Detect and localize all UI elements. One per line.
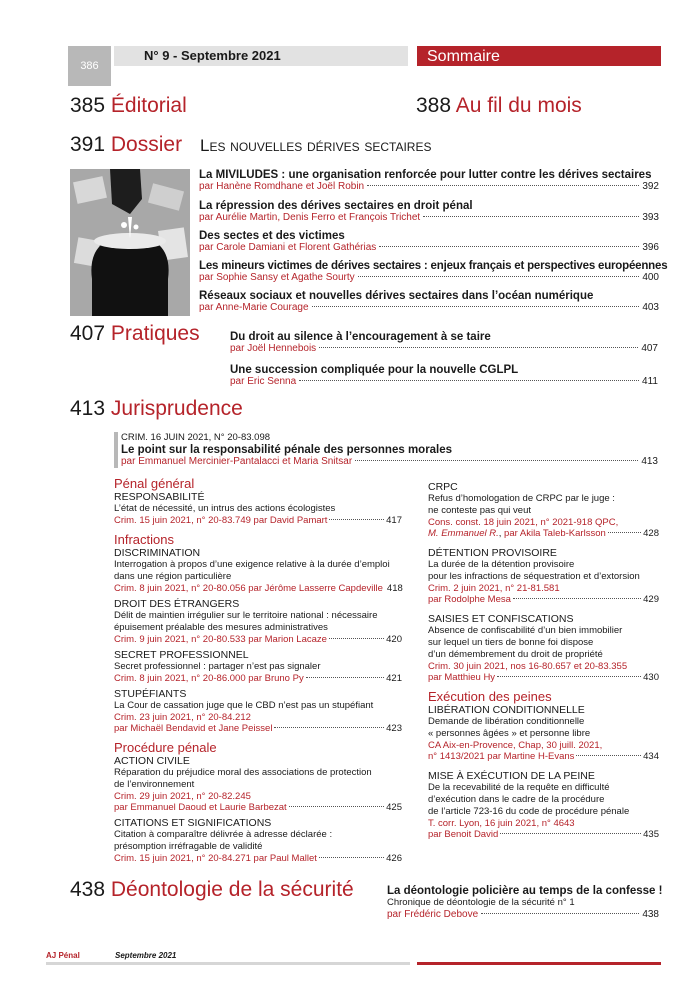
leader-dots bbox=[274, 727, 384, 728]
category-procedure: Procédure pénale bbox=[114, 740, 217, 755]
case-desc: Interrogation à propos d’une exigence relative à la durée d’emploi bbox=[114, 559, 390, 570]
case-ref: Crim. 15 juin 2021, n° 20-83.749 bbox=[114, 515, 251, 526]
article-page: 438 bbox=[642, 909, 659, 920]
case-entry[interactable] bbox=[428, 547, 659, 605]
article-title: La déontologie policière au temps de la confesse ! bbox=[387, 885, 663, 897]
dossier-article-list bbox=[199, 169, 668, 320]
case-page: 430 bbox=[643, 672, 659, 683]
footer-date: Septembre 2021 bbox=[115, 951, 177, 960]
deontologie-article[interactable] bbox=[387, 885, 663, 920]
leader-dots bbox=[329, 519, 384, 520]
lead-page: 413 bbox=[641, 456, 658, 467]
illustration-art bbox=[70, 169, 190, 316]
article-page: 403 bbox=[642, 302, 659, 313]
case-author-line: M. Emmanuel R. , par Akila Taleb-Karlsson 428 bbox=[428, 528, 659, 539]
case-author: par Jérôme Lasserre Capdeville bbox=[248, 583, 383, 594]
au-fil-heading[interactable] bbox=[416, 94, 582, 118]
case-entry[interactable] bbox=[428, 770, 659, 840]
article-title: La MIVILUDES : une organisation renforcée pour lutter contre les dérives sectaires bbox=[199, 169, 652, 181]
case-topic: DISCRIMINATION bbox=[114, 547, 201, 559]
jurisprudence-left-column bbox=[114, 476, 402, 864]
case-page: 417 bbox=[386, 515, 402, 526]
pratiques-page: 407 bbox=[70, 322, 106, 345]
case-entry[interactable] bbox=[114, 491, 402, 526]
pratiques-article[interactable] bbox=[230, 331, 658, 364]
article-leader bbox=[199, 181, 659, 192]
case-ref: Crim. 15 juin 2021, n° 20-84.271 bbox=[114, 853, 251, 864]
case-topic: SAISIES ET CONFISCATIONS bbox=[428, 613, 574, 625]
case-page: 423 bbox=[386, 723, 402, 734]
case-entry[interactable] bbox=[114, 817, 402, 864]
case-topic: CITATIONS ET SIGNIFICATIONS bbox=[114, 817, 272, 829]
case-ref-line bbox=[114, 673, 402, 684]
case-page: 428 bbox=[643, 528, 659, 539]
au-fil-page: 388 bbox=[416, 94, 452, 117]
case-desc: de l’environnement bbox=[114, 779, 195, 790]
case-entry[interactable] bbox=[114, 649, 402, 684]
case-entry[interactable] bbox=[114, 755, 402, 813]
case-ref-line bbox=[428, 740, 659, 751]
dossier-illustration bbox=[70, 169, 190, 316]
case-topic: DROIT DES ÉTRANGERS bbox=[114, 598, 240, 610]
case-desc: sur lequel un tiers de bonne foi dispose bbox=[428, 637, 594, 648]
lead-authors: par Emmanuel Mercinier-Pantalacci et Maria Snitsar bbox=[121, 456, 353, 467]
dossier-title: Dossier bbox=[110, 133, 183, 156]
article-title: Réseaux sociaux et nouvelles dérives sectaires dans l’océan numérique bbox=[199, 290, 594, 302]
case-author: par Benoit David bbox=[428, 829, 499, 840]
case-entry[interactable] bbox=[428, 613, 659, 683]
article-authors: par Eric Senna bbox=[230, 376, 297, 387]
case-desc: La Cour de cassation juge que le CBD n’est pas un stupéfiant bbox=[114, 700, 374, 711]
dossier-article[interactable] bbox=[199, 169, 659, 200]
case-page: 426 bbox=[386, 853, 402, 864]
case-entry[interactable] bbox=[114, 688, 402, 734]
case-author: par David Pamart bbox=[253, 515, 328, 526]
pratiques-article-list bbox=[230, 331, 658, 394]
case-desc: « personnes âgées » et personne libre bbox=[428, 728, 591, 739]
case-desc: Réparation du préjudice moral des associations de protection bbox=[114, 767, 372, 778]
article-leader bbox=[199, 212, 659, 223]
case-author-line bbox=[114, 723, 402, 734]
dossier-article[interactable] bbox=[199, 260, 668, 290]
case-ref-line bbox=[114, 583, 402, 594]
article-authors: par Carole Damiani et Florent Gathérias bbox=[199, 242, 377, 253]
article-title: Les mineurs victimes de dérives sectaires : enjeux français et perspectives européennes bbox=[199, 260, 668, 272]
case-ref-line bbox=[428, 517, 659, 528]
case-desc: La durée de la détention provisoire bbox=[428, 559, 575, 570]
article-leader bbox=[199, 242, 659, 253]
leader-dots bbox=[306, 677, 384, 678]
case-author: par Paul Mallet bbox=[253, 853, 317, 864]
article-authors: par Frédéric Debove bbox=[387, 909, 479, 920]
case-author-line bbox=[114, 802, 402, 813]
section-banner: Sommaire bbox=[417, 46, 661, 66]
case-ref: Crim. 29 juin 2021, n° 20-82.245 bbox=[114, 791, 251, 802]
article-authors: par Hanène Romdhane et Joël Robin bbox=[199, 181, 365, 192]
article-page: 407 bbox=[641, 343, 658, 354]
case-author: par Emmanuel Daoud et Laurie Barbezat bbox=[114, 802, 287, 813]
case-ref: Crim. 30 juin 2021, nos 16-80.657 et 20-83.355 bbox=[428, 661, 628, 672]
case-author: par Martine H-Evans bbox=[487, 751, 575, 762]
case-ref: CA Aix-en-Provence, Chap, 30 juill. 2021, bbox=[428, 740, 603, 751]
case-ref-party: M. Emmanuel R. bbox=[428, 528, 499, 539]
case-page: 420 bbox=[386, 634, 402, 645]
dossier-heading[interactable] bbox=[70, 133, 182, 157]
article-leader bbox=[387, 909, 659, 920]
editorial-page: 385 bbox=[70, 94, 106, 117]
category-execution: Exécution des peines bbox=[428, 689, 552, 704]
article-authors: par Joël Hennebois bbox=[230, 343, 317, 354]
article-leader bbox=[199, 272, 659, 283]
leader-dots bbox=[513, 598, 641, 599]
jurisprudence-lead[interactable] bbox=[121, 432, 658, 467]
case-ref-line bbox=[114, 712, 402, 723]
case-ref-line bbox=[428, 818, 659, 829]
footer-journal: AJ Pénal bbox=[46, 951, 80, 960]
case-ref-line bbox=[114, 853, 402, 864]
case-page: 434 bbox=[643, 751, 659, 762]
case-ref-line bbox=[114, 791, 402, 802]
case-desc: Demande de libération conditionnelle bbox=[428, 716, 585, 727]
deontologie-page: 438 bbox=[70, 878, 106, 901]
lead-title: Le point sur la responsabilité pénale des personnes morales bbox=[121, 444, 453, 456]
footer-rule-grey bbox=[46, 962, 410, 965]
case-topic: RESPONSABILITÉ bbox=[114, 491, 205, 503]
case-author: par Rodolphe Mesa bbox=[428, 594, 511, 605]
case-topic: CRPC bbox=[428, 481, 458, 493]
case-ref: Crim. 2 juin 2021, n° 21-81.581 bbox=[428, 583, 560, 594]
case-desc: L’état de nécessité, un intrus des actions écologistes bbox=[114, 503, 336, 514]
article-authors: par Aurélie Martin, Denis Ferro et François Trichet bbox=[199, 212, 421, 223]
leader-dots bbox=[355, 460, 638, 461]
case-desc: épuisement préalable des mesures administratives bbox=[114, 622, 328, 633]
case-entry[interactable] bbox=[114, 547, 402, 594]
case-author-line bbox=[428, 829, 659, 840]
article-page: 411 bbox=[642, 376, 658, 387]
editorial-heading[interactable] bbox=[70, 94, 187, 118]
case-ref-line bbox=[114, 634, 402, 645]
category-penal-general: Pénal général bbox=[114, 476, 195, 491]
article-authors: par Sophie Sansy et Agathe Sourty bbox=[199, 272, 355, 283]
leader-dots bbox=[329, 638, 384, 639]
case-entry[interactable] bbox=[114, 598, 402, 645]
editorial-title: Éditorial bbox=[110, 94, 187, 117]
case-ref: Crim. 8 juin 2021, n° 20-86.000 bbox=[114, 673, 246, 684]
lead-marker-bar bbox=[114, 432, 118, 468]
article-page: 392 bbox=[642, 181, 659, 192]
case-desc: Secret professionnel : partager n’est pas signaler bbox=[114, 661, 321, 672]
case-topic: MISE À EXÉCUTION DE LA PEINE bbox=[428, 770, 595, 782]
article-page: 393 bbox=[642, 212, 659, 223]
leader-dots bbox=[608, 532, 641, 533]
dossier-subtitle: Les nouvelles dérives sectaires bbox=[200, 136, 432, 155]
case-ref: Crim. 8 juin 2021, n° 20-80.056 bbox=[114, 583, 246, 594]
leader-dots bbox=[358, 276, 640, 277]
leader-dots bbox=[319, 347, 638, 348]
article-page: 400 bbox=[642, 272, 659, 283]
pratiques-article[interactable] bbox=[230, 364, 658, 394]
dossier-article[interactable] bbox=[199, 290, 659, 320]
case-desc: d’un démembrement du droit de propriété bbox=[428, 649, 603, 660]
jurisprudence-right-column bbox=[428, 481, 659, 840]
leader-dots bbox=[497, 676, 641, 677]
case-ref-line bbox=[428, 661, 659, 672]
case-ref-line bbox=[114, 515, 402, 526]
leader-dots bbox=[576, 755, 641, 756]
case-entry[interactable] bbox=[428, 704, 659, 762]
case-desc: ne conteste pas qui veut bbox=[428, 505, 531, 516]
article-title: Une succession compliquée pour la nouvelle CGLPL bbox=[230, 364, 519, 376]
dossier-page: 391 bbox=[70, 133, 106, 156]
case-desc: dans une région particulière bbox=[114, 571, 232, 582]
case-desc: pour les infractions de séquestration et d’extorsion bbox=[428, 571, 640, 582]
case-ref: Crim. 23 juin 2021, n° 20-84.212 bbox=[114, 712, 251, 723]
case-desc: d’exécution dans le cadre de la procédure bbox=[428, 794, 605, 805]
deontologie-heading[interactable] bbox=[70, 878, 354, 902]
case-desc: Délit de maintien irrégulier sur le territoire national : nécessaire bbox=[114, 610, 378, 621]
leader-dots bbox=[423, 216, 639, 217]
case-ref: T. corr. Lyon, 16 juin 2021, n° 4643 bbox=[428, 818, 575, 829]
au-fil-title: Au fil du mois bbox=[455, 94, 582, 117]
case-ref-line bbox=[428, 583, 659, 594]
deontologie-title: Déontologie de la sécurité bbox=[110, 878, 354, 901]
case-topic: STUPÉFIANTS bbox=[114, 688, 187, 700]
leader-dots bbox=[299, 380, 639, 381]
article-page: 396 bbox=[642, 242, 659, 253]
leader-dots bbox=[319, 857, 384, 858]
article-title: Du droit au silence à l’encouragement à se taire bbox=[230, 331, 491, 343]
case-author: par Marion Lacaze bbox=[248, 634, 327, 645]
issue-banner: N° 9 - Septembre 2021 bbox=[114, 46, 408, 66]
leader-dots bbox=[500, 833, 641, 834]
case-desc: Absence de confiscabilité d’un bien immobilier bbox=[428, 625, 623, 636]
article-leader bbox=[230, 376, 658, 387]
case-desc: présomption irréfragable de validité bbox=[114, 841, 263, 852]
leader-dots bbox=[379, 246, 639, 247]
lead-leader bbox=[121, 456, 658, 467]
article-authors: par Anne-Marie Courage bbox=[199, 302, 309, 313]
case-page: 429 bbox=[643, 594, 659, 605]
case-ref: Crim. 9 juin 2021, n° 20-80.533 bbox=[114, 634, 246, 645]
case-topic: LIBÉRATION CONDITIONNELLE bbox=[428, 704, 585, 716]
case-page: 418 bbox=[386, 583, 403, 594]
leader-dots bbox=[312, 306, 640, 307]
footer-rule-red bbox=[417, 962, 661, 965]
case-author-line bbox=[428, 594, 659, 605]
case-topic: DÉTENTION PROVISOIRE bbox=[428, 547, 557, 559]
pratiques-heading[interactable] bbox=[70, 322, 200, 346]
page-number: 386 bbox=[68, 46, 111, 86]
category-infractions: Infractions bbox=[114, 532, 174, 547]
case-page: 425 bbox=[386, 802, 402, 813]
article-subtitle: Chronique de déontologie de la sécurité n° 1 bbox=[387, 897, 575, 908]
lead-ref: CRIM. 16 JUIN 2021, N° 20-83.098 bbox=[121, 432, 271, 443]
case-desc: Citation à comparaître délivrée à adresse déclarée : bbox=[114, 829, 333, 840]
case-topic: ACTION CIVILE bbox=[114, 755, 190, 767]
jurisprudence-title: Jurisprudence bbox=[110, 397, 243, 420]
case-ref-number: n° 1413/2021 bbox=[428, 751, 485, 762]
article-title: Des sectes et des victimes bbox=[199, 230, 345, 242]
case-author-line bbox=[428, 672, 659, 683]
article-leader bbox=[199, 302, 659, 313]
case-author: par Akila Taleb-Karlsson bbox=[504, 528, 606, 539]
case-ref: Cons. const. 18 juin 2021, n° 2021-918 QPC, bbox=[428, 517, 619, 528]
case-entry[interactable] bbox=[428, 481, 659, 539]
case-author: par Matthieu Hy bbox=[428, 672, 496, 683]
case-desc: Refus d’homologation de CRPC par le juge : bbox=[428, 493, 615, 504]
article-leader bbox=[230, 343, 658, 354]
case-author-line bbox=[428, 751, 659, 762]
leader-dots bbox=[367, 185, 639, 186]
case-page: 421 bbox=[386, 673, 402, 684]
leader-dots bbox=[481, 913, 639, 914]
case-author: par Bruno Py bbox=[248, 673, 304, 684]
article-title: La répression des dérives sectaires en droit pénal bbox=[199, 200, 473, 212]
case-author: par Michaël Bendavid et Jane Peissel bbox=[114, 723, 273, 734]
jurisprudence-page: 413 bbox=[70, 397, 106, 420]
dossier-article[interactable] bbox=[199, 230, 659, 260]
case-page: 435 bbox=[643, 829, 659, 840]
jurisprudence-heading[interactable] bbox=[70, 397, 243, 421]
case-topic: SECRET PROFESSIONNEL bbox=[114, 649, 249, 661]
pratiques-title: Pratiques bbox=[110, 322, 200, 345]
leader-dots bbox=[289, 806, 384, 807]
dossier-article[interactable] bbox=[199, 200, 659, 230]
case-desc: De la recevabilité de la requête en difficulté bbox=[428, 782, 610, 793]
case-desc: de l’article 723-16 du code de procédure pénale bbox=[428, 806, 630, 817]
